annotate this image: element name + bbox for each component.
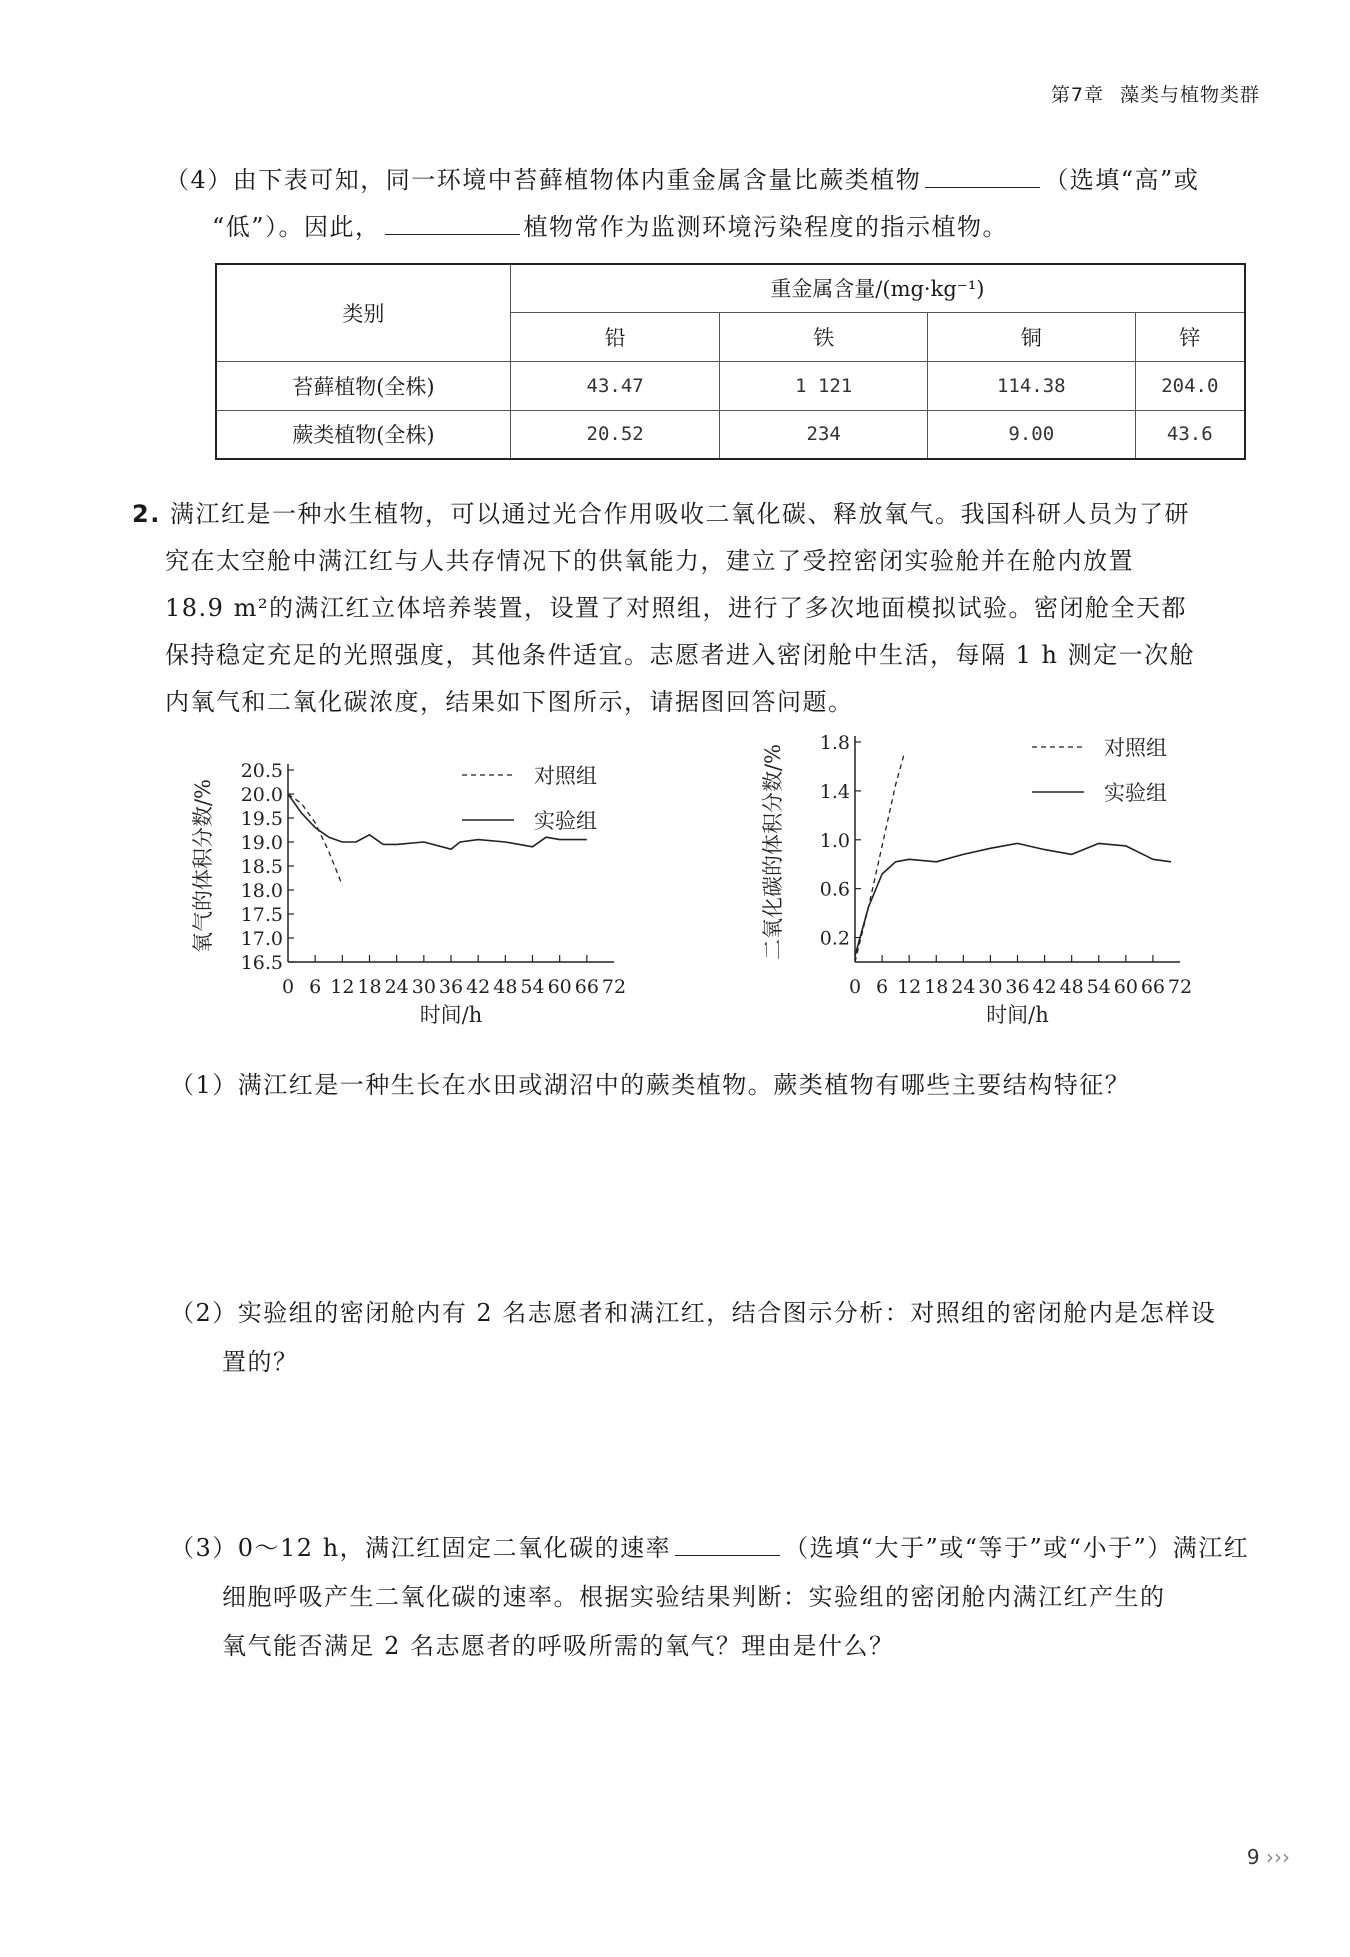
row-label: 蕨类植物(全株) — [216, 410, 510, 459]
sub-question-1: （1）满江红是一种生长在水田或湖沼中的蕨类植物。蕨类植物有哪些主要结构特征？ — [170, 1071, 1131, 1099]
legend-label: 实验组 — [1104, 781, 1167, 805]
x-tick-label: 30 — [411, 976, 436, 998]
q2-line2: 究在太空舱中满江红与人共存情况下的供氧能力，建立了受控密闭实验舱并在舱内放置 — [165, 547, 1134, 575]
legend-label: 实验组 — [534, 809, 597, 833]
x-tick-label: 42 — [466, 976, 491, 998]
table-cell: 234 — [720, 410, 928, 459]
table-cell: 1 121 — [720, 361, 928, 410]
x-tick-label: 6 — [876, 976, 889, 998]
x-tick-label: 36 — [1005, 976, 1030, 998]
chapter-number: 第7章 — [1050, 84, 1104, 106]
x-tick-label: 54 — [1086, 976, 1111, 998]
row-label: 苔藓植物(全株) — [216, 361, 510, 410]
answer-blank[interactable] — [675, 1535, 780, 1556]
x-tick-label: 72 — [1167, 976, 1193, 998]
x-tick-label: 6 — [309, 976, 322, 998]
oxygen-chart — [180, 720, 680, 1040]
metal-header: 铜 — [927, 312, 1135, 361]
x-tick-label: 66 — [1140, 976, 1166, 998]
y-tick-label: 0.6 — [819, 878, 850, 901]
q4-line1: （4）由下表可知，同一环境中苔藓植物体内重金属含量比蕨类植物 （选填“高”或 — [165, 166, 1200, 194]
table-row — [216, 361, 1245, 410]
y-tick-label: 20.5 — [240, 760, 283, 782]
table-row — [216, 410, 1245, 459]
x-tick-label: 18 — [357, 976, 382, 998]
x-tick-label: 36 — [438, 976, 464, 998]
x-tick-label: 24 — [951, 976, 976, 998]
table-cell: 204.0 — [1135, 361, 1245, 410]
sub-question-3-line3: 氧气能否满足 2 名志愿者的呼吸所需的氧气？理由是什么？ — [222, 1632, 895, 1660]
y-tick-label: 1.4 — [819, 780, 850, 803]
chapter-header — [1051, 80, 1260, 107]
group-header: 重金属含量/(mg·kg⁻¹) — [510, 264, 1245, 312]
legend-label: 对照组 — [1104, 736, 1167, 760]
y-tick-label: 18.0 — [240, 880, 283, 902]
x-tick-label: 54 — [520, 976, 545, 998]
co2-chart — [750, 720, 1250, 1040]
sub-question-3-line2: 细胞呼吸产生二氧化碳的速率。根据实验结果判断：实验组的密闭舱内满江红产生的 — [222, 1583, 1166, 1611]
page-footer — [1247, 1845, 1290, 1869]
metal-header: 铁 — [720, 312, 928, 361]
y-tick-label: 17.5 — [240, 904, 283, 926]
q2-line5: 内氧气和二氧化碳浓度，结果如下图所示，请据图回答问题。 — [165, 688, 854, 716]
experiment-series-line — [855, 843, 1171, 956]
x-tick-label: 18 — [924, 976, 949, 998]
answer-blank[interactable] — [925, 167, 1040, 188]
y-tick-label: 1.0 — [819, 829, 850, 852]
x-tick-label: 60 — [547, 976, 572, 998]
x-tick-label: 60 — [1113, 976, 1138, 998]
y-axis-label: 二氧化碳的体积分数/% — [761, 743, 785, 961]
legend-label: 对照组 — [534, 764, 597, 788]
q2-line3: 18.9 m²的满江红立体培养装置，设置了对照组，进行了多次地面模拟试验。密闭舱全天都 — [165, 594, 1187, 622]
answer-blank[interactable] — [385, 214, 520, 235]
sub-question-3-line1: （3）0～12 h，满江红固定二氧化碳的速率 （选填“大于”或“等于”或“小于”）满江红 — [170, 1534, 1250, 1562]
table-cell: 43.6 — [1135, 410, 1245, 459]
y-tick-label: 20.0 — [240, 784, 283, 806]
x-tick-label: 12 — [897, 976, 922, 998]
table-cell: 9.00 — [927, 410, 1135, 459]
table-cell: 114.38 — [927, 361, 1135, 410]
sub-question-2-line1: （2）实验组的密闭舱内有 2 名志愿者和满江红，结合图示分析：对照组的密闭舱内是怎样设 — [170, 1299, 1217, 1327]
chapter-title: 藻类与植物类群 — [1119, 84, 1260, 106]
y-tick-label: 18.5 — [240, 856, 283, 878]
y-axis-label: 氧气的体积分数/% — [191, 778, 215, 954]
q4-line2: “低”）。因此， 植物常作为监测环境污染程度的指示植物。 — [212, 213, 1009, 241]
q2-line4: 保持稳定充足的光照强度，其他条件适宜。志愿者进入密闭舱中生活，每隔 1 h 测定一次舱 — [165, 641, 1196, 669]
x-tick-label: 48 — [493, 976, 518, 998]
q2-line1: 2. 满江红是一种水生植物，可以通过光合作用吸收二氧化碳、释放氧气。我国科研人员为了研 — [132, 500, 1190, 528]
x-tick-label: 72 — [601, 976, 627, 998]
x-tick-label: 24 — [384, 976, 409, 998]
table-cell: 43.47 — [510, 361, 720, 410]
table-cell: 20.52 — [510, 410, 720, 459]
sub-question-2-line2: 置的？ — [222, 1348, 299, 1376]
y-tick-label: 16.5 — [240, 952, 283, 974]
x-axis-label: 时间/h — [986, 1003, 1049, 1027]
chevrons-right-icon: ››› — [1266, 1845, 1290, 1869]
x-tick-label: 12 — [330, 976, 355, 998]
category-header: 类别 — [216, 264, 510, 361]
y-tick-label: 17.0 — [240, 928, 283, 950]
heavy-metal-table — [215, 263, 1246, 460]
metal-header: 锌 — [1135, 312, 1245, 361]
x-tick-label: 66 — [574, 976, 599, 998]
y-tick-label: 1.8 — [819, 732, 850, 754]
y-tick-label: 0.2 — [819, 927, 850, 950]
y-tick-label: 19.0 — [240, 832, 283, 854]
metal-header: 铅 — [510, 312, 720, 361]
x-tick-label: 30 — [978, 976, 1003, 998]
x-axis-label: 时间/h — [419, 1003, 483, 1027]
x-tick-label: 42 — [1032, 976, 1057, 998]
x-tick-label: 0 — [281, 976, 295, 998]
x-tick-label: 48 — [1059, 976, 1084, 998]
y-tick-label: 19.5 — [240, 808, 283, 830]
x-tick-label: 0 — [848, 976, 862, 998]
question-number: 2. — [132, 500, 161, 528]
page-number: 9 — [1246, 1845, 1260, 1869]
